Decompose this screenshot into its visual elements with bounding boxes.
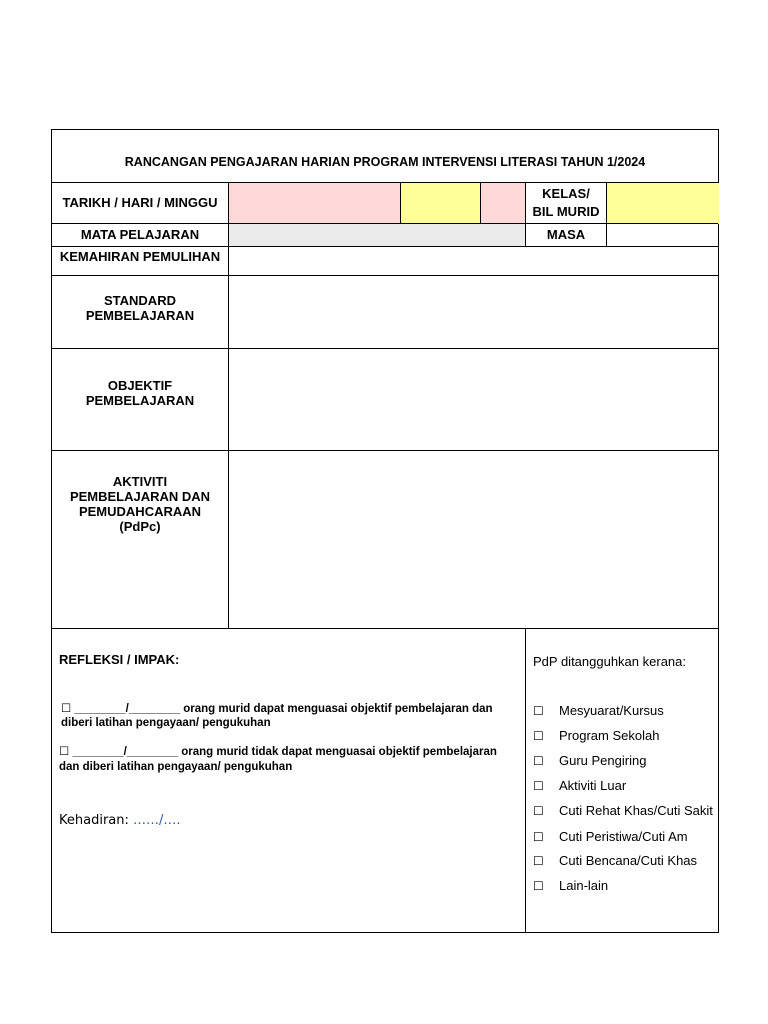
standard-label-2: PEMBELAJARAN — [85, 308, 195, 323]
lesson-plan-form — [51, 129, 719, 933]
divider — [52, 450, 718, 451]
aktiviti-label-3: PEMUDAHCARAAN — [78, 504, 202, 519]
checkbox-icon[interactable]: ☐ — [533, 879, 544, 893]
checkbox-icon[interactable]: ☐ — [533, 830, 544, 844]
refleksi-line-1b: diberi latihan pengayaan/ pengukuhan — [61, 717, 271, 729]
divider — [480, 182, 481, 223]
tarikh-field-1[interactable] — [229, 183, 401, 224]
kelas-bil-murid-field[interactable] — [607, 183, 719, 224]
kehadiran-row — [59, 813, 181, 828]
checkbox-icon[interactable]: ☐ — [533, 729, 544, 743]
divider — [52, 275, 718, 276]
checkbox-icon[interactable]: ☐ — [533, 854, 544, 868]
hari-field[interactable] — [401, 183, 481, 224]
bil-murid-label: BIL MURID — [532, 204, 600, 219]
reason-item[interactable]: ☐ Cuti Peristiwa/Cuti Am — [533, 829, 688, 844]
objektif-label-2: PEMBELAJARAN — [85, 393, 195, 408]
divider — [52, 223, 718, 224]
reason-item[interactable]: ☐ Aktiviti Luar — [533, 778, 627, 793]
divider — [606, 182, 607, 246]
reason-item[interactable]: ☐ Cuti Bencana/Cuti Khas — [533, 853, 698, 868]
divider — [525, 628, 526, 933]
divider — [228, 182, 229, 628]
reason-item[interactable]: ☐ Mesyuarat/Kursus — [533, 703, 664, 718]
tarikh-label: TARIKH / HARI / MINGGU — [62, 195, 218, 210]
refleksi-line-2a: ☐ ________/________ orang murid tidak dapat menguasai objektif pembelajaran — [59, 746, 497, 758]
checkbox-icon[interactable]: ☐ — [533, 779, 544, 793]
divider — [52, 628, 718, 629]
checkbox-icon[interactable]: ☐ — [533, 754, 544, 768]
reason-item[interactable]: ☐ Program Sekolah — [533, 728, 660, 743]
reason-item[interactable]: ☐ Cuti Rehat Khas/Cuti Sakit — [533, 803, 713, 818]
divider — [52, 348, 718, 349]
refleksi-line-1a: ☐ ________/________ orang murid dapat menguasai objektif pembelajaran dan — [61, 703, 493, 715]
checkbox-icon[interactable]: ☐ — [533, 804, 544, 818]
reason-item[interactable]: ☐ Guru Pengiring — [533, 753, 647, 768]
masa-label: MASA — [546, 227, 586, 242]
refleksi-line-2b: dan diberi latihan pengayaan/ pengukuhan — [59, 761, 293, 773]
mata-pelajaran-field[interactable] — [229, 224, 526, 246]
kehadiran-label: Kehadiran: — [59, 813, 134, 828]
standard-label-1: STANDARD — [104, 293, 176, 308]
objektif-label-1: OBJEKTIF — [107, 378, 173, 393]
aktiviti-label-4: (PdPc) — [119, 519, 161, 534]
kelas-label: KELAS/ — [542, 186, 590, 201]
minggu-field[interactable] — [481, 183, 526, 224]
refleksi-heading: REFLEKSI / IMPAK: — [59, 652, 180, 667]
divider — [52, 246, 718, 247]
kehadiran-value: ……/…. — [133, 813, 181, 828]
kemahiran-label: KEMAHIRAN PEMULIHAN — [59, 249, 221, 264]
divider — [400, 182, 401, 223]
aktiviti-label-2: PEMBELAJARAN DAN — [69, 489, 211, 504]
form-title: RANCANGAN PENGAJARAN HARIAN PROGRAM INTERVENSI LITERASI TAHUN 1/2024 — [124, 155, 646, 169]
aktiviti-label-1: AKTIVITI — [112, 474, 168, 489]
mata-pelajaran-label: MATA PELAJARAN — [80, 227, 200, 242]
reason-item[interactable]: ☐ Lain-lain — [533, 878, 609, 893]
divider — [52, 182, 718, 183]
ditangguhkan-heading: PdP ditangguhkan kerana: — [533, 654, 686, 669]
checkbox-icon[interactable]: ☐ — [533, 704, 544, 718]
